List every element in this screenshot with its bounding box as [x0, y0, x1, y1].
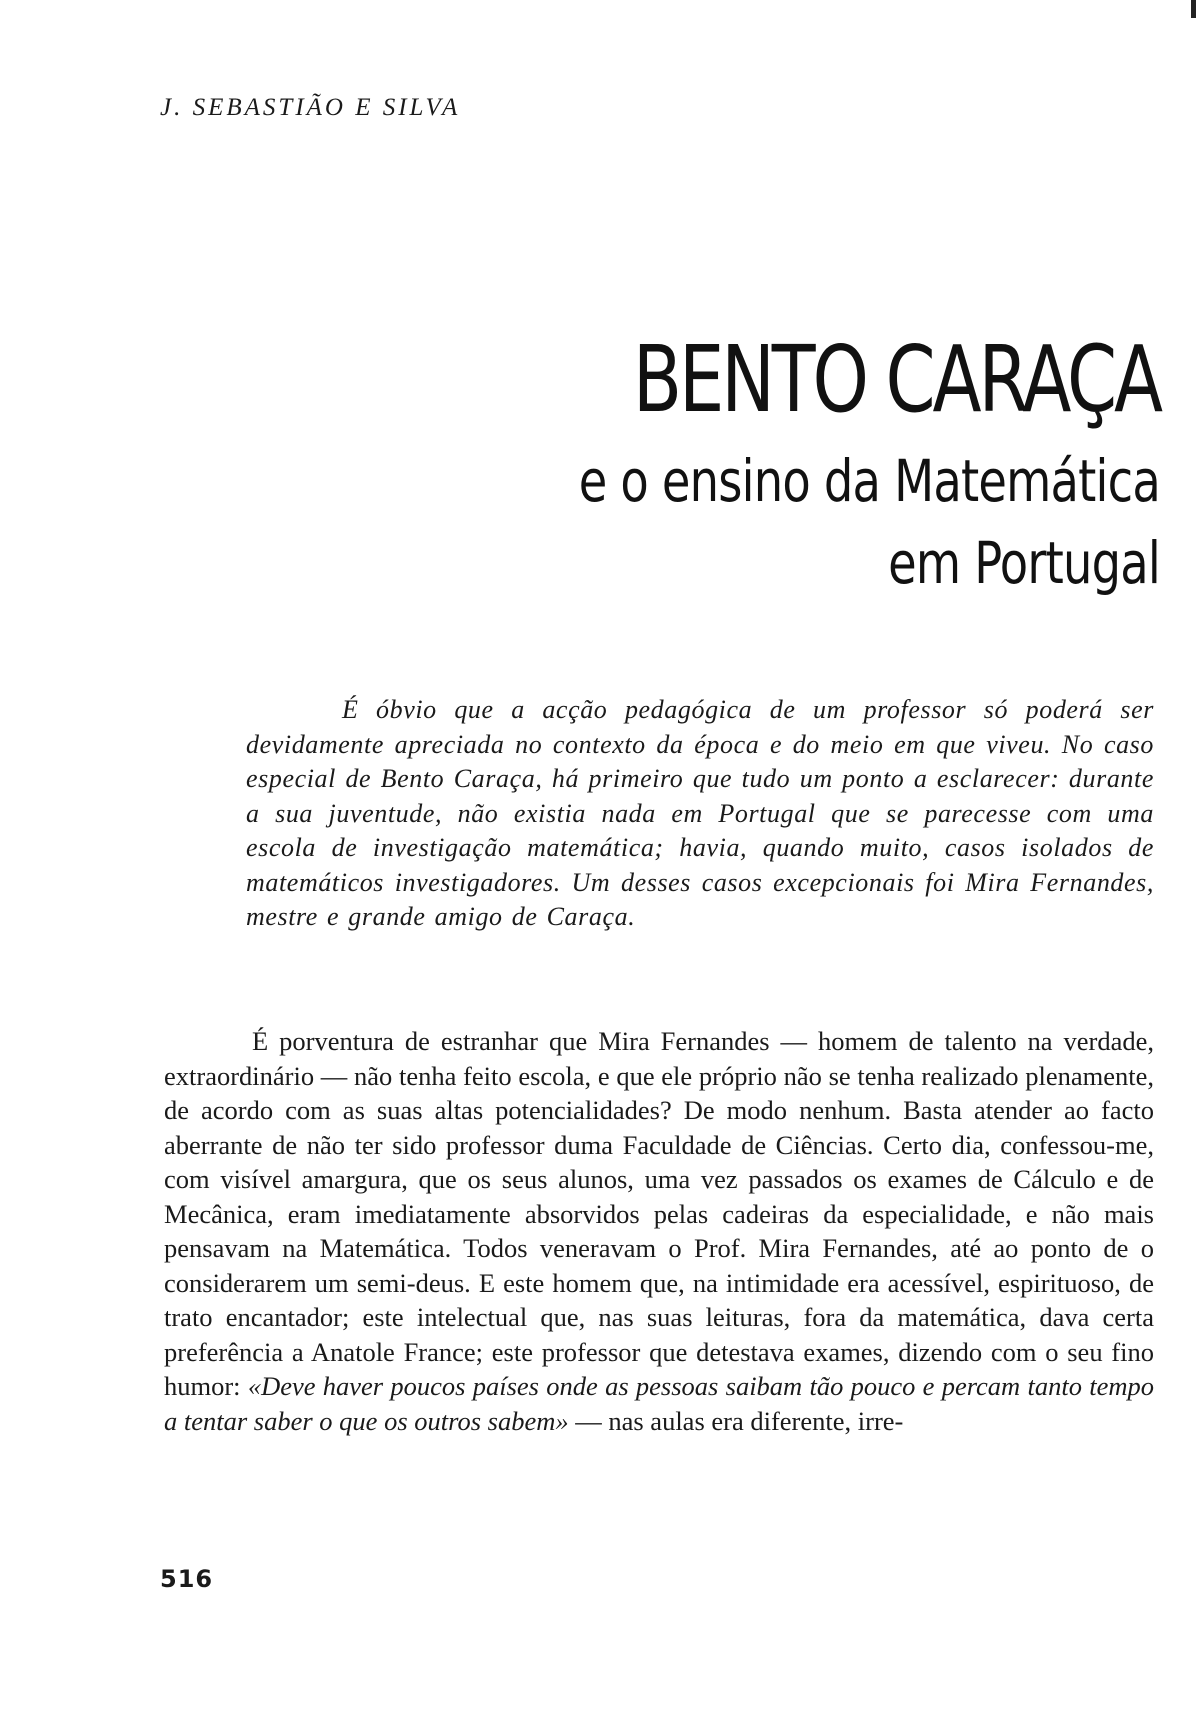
body-text-part-2: — nas aulas era diferente, irre-	[568, 1405, 904, 1436]
author-name: J. SEBASTIÃO E SILVA	[160, 94, 461, 121]
article-subtitle-line-2: em Portugal	[888, 529, 1160, 597]
article-title: BENTO CARAÇA	[632, 326, 1160, 433]
title-block	[260, 326, 1160, 604]
body-quote: «Deve haver poucos países onde as pessoas saibam tão pouco e percam tanto tempo a tentar saber o que os outros sabem»	[164, 1371, 1154, 1436]
body-text-part-1: É porventura de estranhar que Mira Fernandes — homem de talento na verdade, extraordinário — não tenha feito escola, e que ele próprio não se tenha realizado plenamente, de acordo com as suas altas potencialidades? De modo nenhum. Basta atender ao facto aberrante de não ter sido professor duma Faculdade de Ciências. Certo dia, confessou-me, com visível amargura, que os seus alunos, uma vez passados os exames de Cálculo e de Mecânica, eram imediatamente absorvidos pelas cadeiras da especialidade, e não mais pensavam na Matemática. Todos veneravam o Prof. Mira Fernandes, até ao ponto de o considerarem um semi-deus. E este homem que, na intimidade era acessível, espirituoso, de trato encantador; este intelectual que, nas suas leituras, fora da matemática, dava certa preferência a Anatole France; este professor que detestava exames, dizendo com o seu fino humor:	[164, 1026, 1154, 1401]
article-subtitle-line-1: e o ensino da Matemática	[578, 447, 1160, 515]
body-paragraph	[164, 1024, 1154, 1438]
epigraph-paragraph: É óbvio que a acção pedagógica de um professor só poderá ser devidamente apreciada no contexto da época e do meio em que viveu. No caso especial de Bento Caraça, há primeiro que tudo um ponto a esclarecer: durante a sua juventude, não existia nada em Portugal que se parecesse com uma escola de investigação matemática; havia, quando muito, casos isolados de matemáticos investigadores. Um desses casos excepcionais foi Mira Fernandes, mestre e grande amigo de Caraça.	[246, 695, 1154, 931]
scan-edge-mark	[1191, 0, 1196, 18]
page-number: 516	[160, 1565, 214, 1593]
